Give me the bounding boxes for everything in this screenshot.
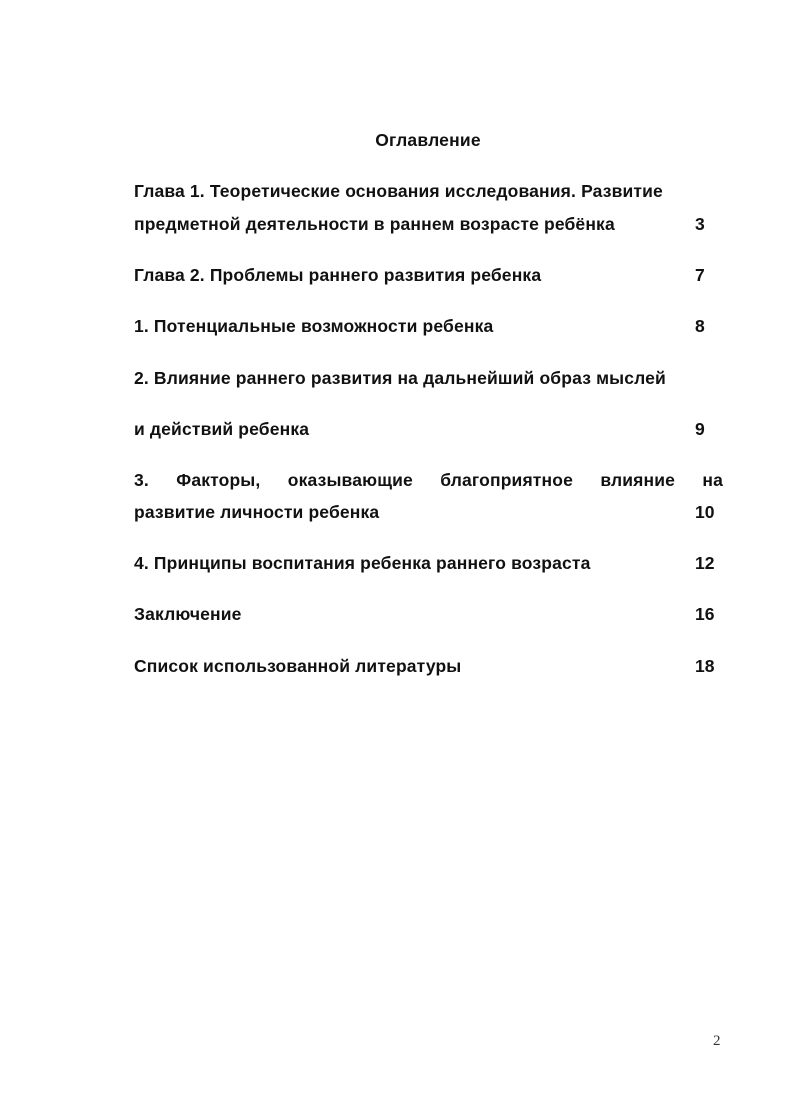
toc-entry-1-page: 3 (695, 214, 705, 234)
toc-entry-4-line-1: 2. Влияние раннего развития на дальнейший образ мыслей (134, 368, 666, 388)
toc-entry-5-word: оказывающие (287, 470, 413, 490)
toc-entry-5-line-2: развитие личности ребенка (134, 502, 380, 522)
toc-entry-8-page: 18 (695, 656, 715, 676)
toc-entry-2-page: 7 (695, 265, 705, 285)
toc-entry-4-page: 9 (695, 419, 705, 439)
toc-entry-6-line-1: 4. Принципы воспитания ребенка раннего возраста (134, 553, 591, 573)
toc-entry-8-line-1: Список использованной литературы (134, 656, 462, 676)
toc-entry-5-line-1 (134, 468, 723, 492)
toc-entry-3-line-1: 1. Потенциальные возможности ребенка (134, 316, 494, 336)
toc-entry-2-line-1: Глава 2. Проблемы раннего развития ребенка (134, 265, 542, 285)
toc-entry-7-page: 16 (695, 604, 715, 624)
toc-entry-1-line-2: предметной деятельности в раннем возрасте ребёнка (134, 214, 615, 234)
toc-entry-3-page: 8 (695, 316, 705, 336)
toc-entry-6-page: 12 (695, 553, 715, 573)
toc-entry-5-word: влияние (600, 470, 676, 490)
toc-entry-1-line-1: Глава 1. Теоретические основания исследования. Развитие (134, 181, 663, 201)
toc-entry-4-line-2: и действий ребенка (134, 419, 310, 439)
page-number: 2 (713, 1033, 721, 1049)
toc-entry-5-word: Факторы, (176, 470, 261, 490)
toc-entry-5-page: 10 (695, 502, 715, 522)
toc-entry-5-word: 3. (134, 470, 149, 490)
toc-entry-5-word: на (702, 470, 723, 490)
toc-entry-5-word: благоприятное (440, 470, 573, 490)
toc-title: Оглавление (375, 130, 481, 150)
toc-entry-7-line-1: Заключение (134, 604, 242, 624)
